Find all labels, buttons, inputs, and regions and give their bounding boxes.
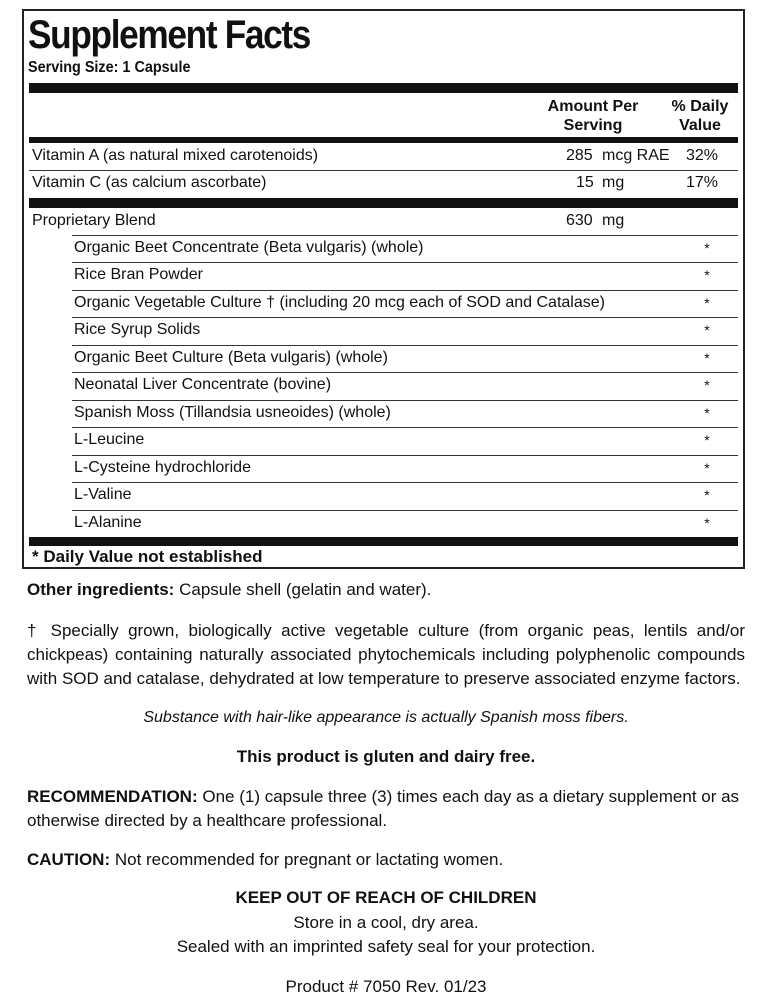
product-number: Product # 7050 Rev. 01/23: [285, 977, 487, 996]
blend-unit: mg: [602, 212, 625, 229]
row-divider: [72, 400, 738, 401]
blend-item-dv: *: [704, 405, 710, 421]
header-divider: [29, 137, 738, 143]
header-line: Serving: [563, 117, 623, 134]
blend-divider: [29, 198, 738, 208]
vitamin-c-unit: mg: [602, 174, 625, 191]
vitamin-c-amount: 15: [576, 174, 594, 191]
seal-note: Sealed with an imprinted safety seal for your protection.: [176, 937, 596, 956]
blend-item-dv: *: [704, 460, 710, 476]
row-divider: [72, 262, 738, 263]
blend-item-dv: *: [704, 267, 710, 283]
other-ingredients-text: Capsule shell (gelatin and water).: [174, 580, 432, 599]
blend-item-name: L-Cysteine hydrochloride: [74, 459, 251, 476]
row-divider: [72, 427, 738, 428]
panel-title: Supplement Facts: [28, 13, 311, 57]
vitamin-a-name: Vitamin A (as natural mixed carotenoids): [32, 147, 319, 164]
caution-label: CAUTION:: [27, 850, 111, 869]
vitamin-a-amount: 285: [566, 147, 593, 164]
moss-note: Substance with hair-like appearance is actually Spanish moss fibers.: [143, 709, 629, 726]
gluten-note: This product is gluten and dairy free.: [236, 747, 536, 766]
recommendation: [27, 785, 745, 833]
blend-item-dv: *: [704, 487, 710, 503]
header-line: % Daily: [671, 98, 729, 115]
blend-item-dv: *: [704, 515, 710, 531]
supplement-facts-panel: [22, 9, 745, 569]
blend-item-name: Organic Beet Culture (Beta vulgaris) (whole): [74, 349, 388, 366]
blend-item-dv: *: [704, 322, 710, 338]
dagger-note: † Specially grown, biologically active vegetable culture (from organic peas, lentils and/or chickpeas) containing naturally associated phytochemicals including polyphenolic compounds with SOD and catalase, dehydrated at low temperature to preserve associated enzyme factors.: [27, 621, 745, 688]
blend-item-name: Neonatal Liver Concentrate (bovine): [74, 376, 332, 393]
row-divider: [72, 345, 738, 346]
blend-item-dv: *: [704, 240, 710, 256]
thick-divider: [29, 83, 738, 93]
daily-value-footnote: * Daily Value not established: [32, 547, 263, 566]
blend-item-name: Organic Vegetable Culture † (including 20 mcg each of SOD and Catalase): [74, 294, 605, 311]
storage-note: Store in a cool, dry area.: [293, 913, 479, 932]
row-divider: [72, 372, 738, 373]
row-divider: [72, 455, 738, 456]
header-line: Amount Per: [547, 98, 639, 115]
vitamin-a-dv: 32%: [686, 147, 719, 164]
serving-size: Serving Size: 1 Capsule: [28, 59, 191, 76]
blend-item-dv: *: [704, 350, 710, 366]
amount-per-serving-header: [534, 97, 652, 135]
vitamin-c-name: Vitamin C (as calcium ascorbate): [32, 174, 267, 191]
row-divider: [72, 290, 738, 291]
blend-item-name: L-Leucine: [74, 431, 145, 448]
caution-text: Not recommended for pregnant or lactating women.: [110, 850, 504, 869]
row-divider: [72, 510, 738, 511]
blend-name: Proprietary Blend: [32, 212, 156, 229]
blend-item-name: Rice Syrup Solids: [74, 321, 201, 338]
recommendation-text: One (1) capsule three (3) times each day as a dietary supplement or as otherwise directed by a healthcare professional.: [27, 787, 740, 830]
caution: [27, 848, 745, 872]
blend-amount: 630: [566, 212, 593, 229]
daily-value-header: [657, 97, 743, 135]
other-ingredients-label: Other ingredients:: [27, 580, 175, 599]
blend-item-dv: *: [704, 432, 710, 448]
row-divider: [72, 482, 738, 483]
footer-divider: [29, 537, 738, 546]
blend-item-name: Rice Bran Powder: [74, 266, 203, 283]
header-line: Value: [679, 117, 721, 134]
keep-out-warning: KEEP OUT OF REACH OF CHILDREN: [235, 888, 537, 907]
row-divider: [72, 235, 738, 236]
recommendation-label: RECOMMENDATION:: [27, 787, 198, 806]
blend-item-dv: *: [704, 295, 710, 311]
vitamin-c-dv: 17%: [686, 174, 719, 191]
blend-item-name: L-Valine: [74, 486, 132, 503]
blend-item-dv: *: [704, 377, 710, 393]
row-divider: [72, 317, 738, 318]
vitamin-a-unit: mcg RAE: [602, 147, 670, 164]
row-divider: [29, 170, 738, 171]
blend-item-name: Spanish Moss (Tillandsia usneoides) (whole): [74, 404, 391, 421]
other-ingredients: [27, 578, 745, 602]
blend-item-name: Organic Beet Concentrate (Beta vulgaris) (whole): [74, 239, 424, 256]
blend-item-name: L-Alanine: [74, 514, 142, 531]
